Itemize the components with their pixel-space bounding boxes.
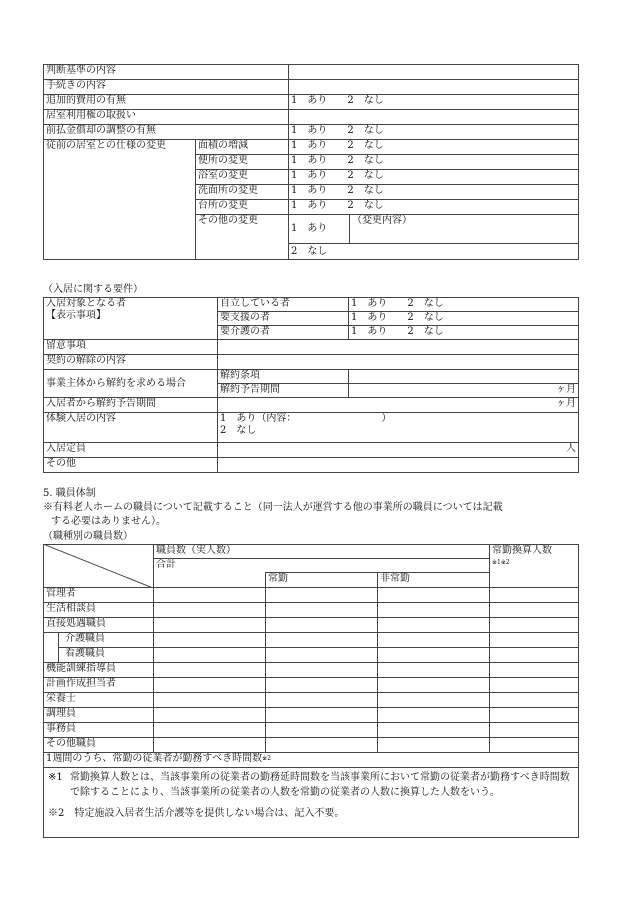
parttime-cell[interactable] <box>378 603 490 618</box>
role-label: 介護職員 <box>59 633 154 648</box>
fulltime-cell[interactable] <box>266 603 378 618</box>
fulltime-cell[interactable] <box>266 618 378 633</box>
fulltime-cell[interactable] <box>266 633 378 648</box>
fte-header-cell <box>490 545 579 588</box>
other-value[interactable] <box>218 458 579 473</box>
fte-cell[interactable] <box>490 678 579 693</box>
parttime-cell[interactable] <box>378 738 490 753</box>
spec-other-label: その他の変更 <box>196 215 289 260</box>
fulltime-cell[interactable] <box>266 678 378 693</box>
cancel-clause-label: 解約条項 <box>218 370 349 384</box>
total-cell[interactable] <box>154 588 266 603</box>
fulltime-cell[interactable] <box>266 723 378 738</box>
criteria-value[interactable] <box>289 65 579 80</box>
room-change-table <box>43 64 579 260</box>
total-header: 合計 <box>154 559 490 573</box>
spec-other-ari[interactable]: 1 あり <box>289 215 350 244</box>
staff-note-line2: する必要はありません）。 <box>51 516 166 527</box>
fte-cell[interactable] <box>490 588 579 603</box>
spec-item-value[interactable]: 1 あり 2 なし <box>289 185 579 200</box>
spec-item-value[interactable]: 1 あり 2 なし <box>289 200 579 215</box>
parttime-cell[interactable] <box>378 723 490 738</box>
target-label-cell <box>44 298 218 340</box>
weekly-hours-row[interactable] <box>44 753 579 768</box>
additional-cost-value[interactable]: 1 あり 2 なし <box>289 95 579 110</box>
role-label: 直接処遇職員 <box>44 618 154 633</box>
cancel-value[interactable] <box>218 355 579 370</box>
total-cell[interactable] <box>154 738 266 753</box>
total-cell[interactable] <box>154 663 266 678</box>
requirements-heading: （入居に関する要件） <box>43 284 143 295</box>
criteria-label: 判断基準の内容 <box>44 65 289 80</box>
total-cell[interactable] <box>154 708 266 723</box>
fte-cell[interactable] <box>490 618 579 633</box>
trial-label: 体験入居の内容 <box>44 413 218 443</box>
parttime-cell[interactable] <box>378 633 490 648</box>
target-item-label: 要介護の者 <box>218 326 349 340</box>
capacity-unit[interactable]: 人 <box>218 443 579 458</box>
spec-item-value[interactable]: 1 あり 2 なし <box>289 170 579 185</box>
spec-item-value[interactable]: 1 あり 2 なし <box>289 155 579 170</box>
capacity-label: 入居定員 <box>44 443 218 458</box>
total-cell[interactable] <box>154 648 266 663</box>
prepayment-value[interactable]: 1 あり 2 なし <box>289 125 579 140</box>
target-item-label: 自立している者 <box>218 298 349 312</box>
total-cell[interactable] <box>154 693 266 708</box>
staff-heading: 5. 職員体制 <box>43 488 96 499</box>
resident-notice-label: 入居者から解約予告期間 <box>44 398 218 413</box>
parttime-cell[interactable] <box>378 588 490 603</box>
trial-nashi: 2 なし <box>220 425 257 436</box>
cancel-clause-value[interactable] <box>349 370 579 384</box>
staff-note-line1: ※有料老人ホームの職員について記載すること（同一法人が運営する他の事業所の職員については記載 <box>43 502 503 513</box>
fulltime-cell[interactable] <box>266 693 378 708</box>
fte-cell[interactable] <box>490 603 579 618</box>
fulltime-cell[interactable] <box>266 708 378 723</box>
trial-ari: 1 あり（内容： ） <box>220 413 392 424</box>
target-label: 入居対象となる者 <box>46 298 126 309</box>
total-cell[interactable] <box>154 723 266 738</box>
target-item-value[interactable]: 1 あり 2 なし <box>349 298 579 312</box>
staff-subheading: （職種別の職員数） <box>43 531 133 542</box>
role-label: 事務員 <box>44 723 154 738</box>
fte-cell[interactable] <box>490 663 579 678</box>
parttime-cell[interactable] <box>378 693 490 708</box>
fulltime-cell[interactable] <box>266 663 378 678</box>
target-item-value[interactable]: 1 あり 2 なし <box>349 312 579 326</box>
spec-item-label: 浴室の変更 <box>196 170 289 185</box>
parttime-cell[interactable] <box>378 663 490 678</box>
role-label: 栄養士 <box>44 693 154 708</box>
fte-cell[interactable] <box>490 708 579 723</box>
fte-header: 常勤換算人数 <box>492 545 553 556</box>
fulltime-cell[interactable] <box>266 738 378 753</box>
fte-cell[interactable] <box>490 693 579 708</box>
fulltime-header: 常勤 <box>266 573 378 588</box>
trial-value[interactable] <box>218 413 579 443</box>
target-item-value[interactable]: 1 あり 2 なし <box>349 326 579 340</box>
total-cell[interactable] <box>154 603 266 618</box>
procedure-value[interactable] <box>289 80 579 95</box>
indent-cell <box>44 633 59 663</box>
role-label: 管理者 <box>44 588 154 603</box>
operator-cancel-label: 事業主体から解約を求める場合 <box>44 370 218 398</box>
spec-other-nashi[interactable]: 2 なし <box>289 244 579 260</box>
parttime-cell[interactable] <box>378 648 490 663</box>
procedure-label: 手続きの内容 <box>44 80 289 95</box>
spec-change-label: 従前の居室との仕様の変更 <box>44 140 196 260</box>
notes-label: 留意事項 <box>44 340 218 355</box>
weekly-hours-label: 1週間のうち、常勤の従業者が勤務すべき時間数 <box>46 753 263 764</box>
other-label: その他 <box>44 458 218 473</box>
parttime-cell[interactable] <box>378 678 490 693</box>
parttime-cell[interactable] <box>378 708 490 723</box>
footnote1-mark: ※1 <box>48 772 63 783</box>
total-header-blank <box>154 573 266 588</box>
role-label: その他職員 <box>44 738 154 753</box>
cancel-period-label: 解約予告期間 <box>218 384 349 398</box>
cancel-label: 契約の解除の内容 <box>44 355 218 370</box>
fulltime-cell[interactable] <box>266 588 378 603</box>
parttime-header: 非常勤 <box>378 573 490 588</box>
footnote-cell <box>44 768 579 838</box>
footnote2-text: ※2 特定施設入居者生活介護等を提供しない場合は、記入不要。 <box>48 808 345 819</box>
fte-cell[interactable] <box>490 723 579 738</box>
spec-item-value[interactable]: 1 あり 2 なし <box>289 140 579 155</box>
staff-table <box>43 544 579 838</box>
fte-cell[interactable] <box>490 633 579 648</box>
total-cell[interactable] <box>154 633 266 648</box>
spec-item-label: 台所の変更 <box>196 200 289 215</box>
staff-count-header: 職員数（実人数） <box>154 545 490 559</box>
total-cell[interactable] <box>154 618 266 633</box>
role-label: 計画作成担当者 <box>44 678 154 693</box>
role-label: 機能訓練指導員 <box>44 663 154 678</box>
fte-header-note: ※1※2 <box>492 559 510 566</box>
spec-other-content[interactable]: （変更内容） <box>350 215 579 244</box>
parttime-cell[interactable] <box>378 618 490 633</box>
target-item-label: 要支援の者 <box>218 312 349 326</box>
role-label: 生活相談員 <box>44 603 154 618</box>
footnote1-text: 常勤換算人数とは、当該事業所の従業者の勤務延時間数を当該事業所において常勤の従業者が勤務すべき時間数で除することにより、当該事業所の従業者の人数を常勤の従業者の人数に換算した人数をいう。 <box>70 772 570 798</box>
weekly-hours-note: ※2 <box>262 755 272 762</box>
total-cell[interactable] <box>154 678 266 693</box>
requirements-table <box>43 297 579 473</box>
fte-cell[interactable] <box>490 648 579 663</box>
fulltime-cell[interactable] <box>266 648 378 663</box>
target-sub-label: 【表示事項】 <box>46 310 106 321</box>
notes-value[interactable] <box>218 340 579 355</box>
prepayment-label: 前払金償却の調整の有無 <box>44 125 289 140</box>
cancel-period-unit[interactable]: ヶ月 <box>349 384 579 398</box>
spec-item-label: 面積の増減 <box>196 140 289 155</box>
role-label: 看護職員 <box>59 648 154 663</box>
role-label: 調理員 <box>44 708 154 723</box>
room-right-value[interactable] <box>289 110 579 125</box>
spec-item-label: 洗面所の変更 <box>196 185 289 200</box>
fte-cell[interactable] <box>490 738 579 753</box>
room-right-label: 居室利用権の取扱い <box>44 110 289 125</box>
corner-cell <box>44 545 154 588</box>
additional-cost-label: 追加的費用の有無 <box>44 95 289 110</box>
resident-notice-unit[interactable]: ヶ月 <box>218 398 579 413</box>
spec-item-label: 便所の変更 <box>196 155 289 170</box>
